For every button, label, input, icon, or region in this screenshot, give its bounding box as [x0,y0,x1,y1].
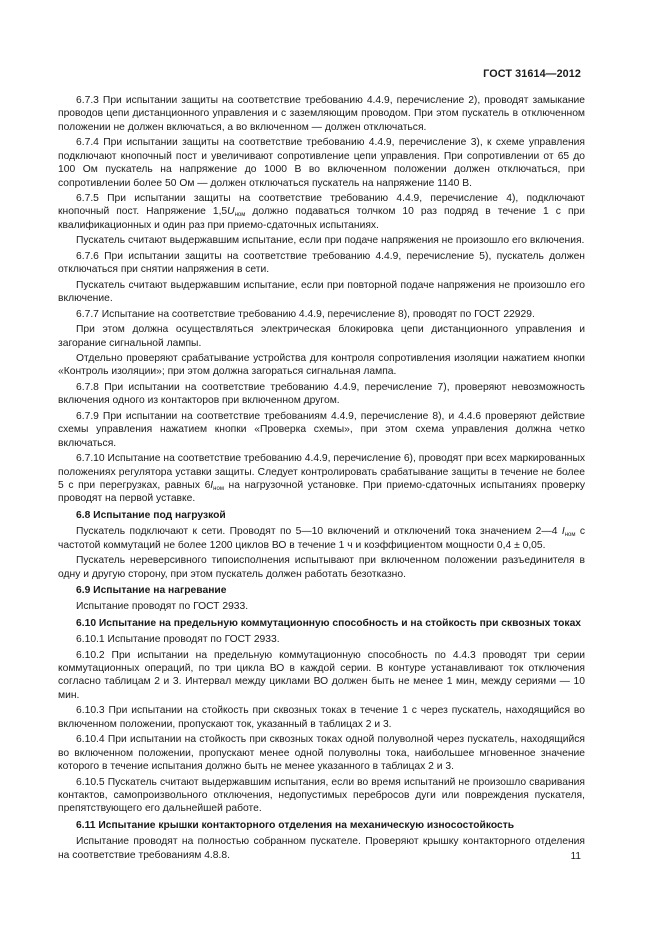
paragraph-6-10-5: 6.10.5 Пускатель считают выдержавшим испытания, если во время испытаний не произошло сваривания контактов, самопроизвольного отключения, недопустимых перебросов дуги или повреждения пускателя, препятствующего его дальнейшей работе. [58,776,585,815]
paragraph-6-8-load [58,525,585,552]
paragraph-text: должно подаваться толчком 10 раз подряд в течение 1 с при квалификационных и один раз при приемо-сдаточных испытаниях. [58,206,585,231]
voltage-symbol: U [227,206,235,218]
section-heading-6-9: 6.9 Испытание на нагревание [76,584,227,596]
paragraph-text: Пускатель подключают к сети. Проводят по 5—10 включений и отключений тока значением 2—4 [76,526,562,538]
paragraph-6-7-9: 6.7.9 При испытании на соответствие требованиям 4.4.9, перечисление 8), и 4.4.6 проверяют действие схемы управления нажатием кнопки «Проверка схемы», при этом схема управления должна четко включаться. [58,410,585,449]
paragraph-6-10-3: 6.10.3 При испытании на стойкость при сквозных токах в течение 1 с через пускатель, находящийся во включенном положении, пропускают ток, указанный в таблицах 2 и 3. [58,705,585,730]
nominal-subscript: ном [234,212,246,219]
section-heading-6-8: 6.8 Испытание под нагрузкой [76,509,226,521]
paragraph-text: 6.7.10 Испытание на соответствие требованию 4.4.9, перечисление 6), проводят при всех маркированных положениях регулятора уставки защиты. Следует контролировать срабатывание защиты в течение не более 5 с при перегрузках, равных 6 [58,453,585,491]
paragraph-text: 6.7.5 При испытании защиты на соответствие требованию 4.4.9, перечисление 4), подключают кнопочный пост. Напряжение 1,5 [58,193,585,218]
document-body [58,94,585,864]
page-number: 11 [570,851,581,862]
paragraph-6-10-4: 6.10.4 При испытании на стойкость при сквозных токах одной полуволной через пускатель, находящийся во включенном положении, пропускают менее одной полуволны тока, наибольшее мгновенное значение которого в течение испытания должно быть не менее указанного в таблицах 2 и 3. [58,734,585,773]
section-heading-6-11: 6.11 Испытание крышки контакторного отделения на механическую износостойкость [76,819,515,831]
paragraph-6-10-1: 6.10.1 Испытание проводят по ГОСТ 2933. [76,634,280,646]
paragraph-6-7-5 [58,192,585,232]
paragraph-6-7-7-insulation: Отдельно проверяют срабатывание устройства для контроля сопротивления изоляции нажатием кнопки «Контроль изоляции»; при этом должна загораться сигнальная лампа. [58,353,585,378]
paragraph-6-9: Испытание проводят по ГОСТ 2933. [76,601,249,613]
paragraph-6-7-10 [58,452,585,506]
paragraph-text: на нагрузочной установке. При приемо-сдаточных испытаниях проверку проводят на первой уставке. [58,480,585,505]
section-heading-6-10: 6.10 Испытание на предельную коммутационную способность и на стойкость при сквозных токах [76,617,582,629]
paragraph-6-7-5-result: Пускатель считают выдержавшим испытание, если при подаче напряжения не произошло его включения. [76,235,585,247]
paragraph-text: с частотой коммутаций не более 1200 циклов ВО в течение 1 ч и коэффициентом мощности 0,4 ± 0,05. [58,526,585,551]
paragraph-6-7-6: 6.7.6 При испытании защиты на соответствие требованию 4.4.9, перечисление 5), пускатель должен отключаться при снятии напряжения в сети. [58,250,585,276]
paragraph-6-7-6-result: Пускатель считают выдержавшим испытание, если при повторной подаче напряжения не произошло его включение. [58,279,585,305]
paragraph-6-10-2: 6.10.2 При испытании на предельную коммутационную способность по 4.4.3 проводят три серии коммутационных операций, по три цикла ВО в каждой серии. В контуре устанавливают ток отключения согласно таблицам 2 и 3. Интервал между циклами ВО должен быть не менее 1 мин, между сериями — 10 мин. [58,649,585,701]
paragraph-6-7-7: 6.7.7 Испытание на соответствие требованию 4.4.9, перечисление 8), проводят по ГОСТ 22929. [76,308,535,320]
nominal-subscript: ном [564,532,576,539]
paragraph-6-8-nonreversing: Пускатель нереверсивного типоисполнения испытывают при включенном положении разъединителя в одну и другую сторону, при этом пускатель должен работать безотказно. [58,555,585,580]
paragraph-6-11: Испытание проводят на полностью собранном пускателе. Проверяют крышку контакторного отделения на соответствие требованиям 4.8.8. [58,836,585,861]
nominal-subscript: ном [213,486,224,492]
paragraph-6-7-4: 6.7.4 При испытании защиты на соответствие требованию 4.4.9, перечисление 3), к схеме управления подключают кнопочный пост и увеличивают сопротивление цепи управления. При сопротивлении от 65 до 100 Ом пускатель на напряжение до 1000 В во включенном положении должен отключаться, при сопротивлении более 50 Ом — должен отключаться пускатель на напряжение 1140 В. [58,137,585,189]
document-code-header: ГОСТ 31614—2012 [483,68,581,80]
paragraph-6-7-3: 6.7.3 При испытании защиты на соответствие требованию 4.4.9, перечисление 2), проводят замыкание проводов цепи дистанционного управления и с заземляющим проводом. При этом пускатель в отключенном положении не должен включаться, а во включенном — должен отключаться. [58,95,585,133]
paragraph-6-7-7-note: При этом должна осуществляться электрическая блокировка цепи дистанционного управления и загорание сигнальной лампы. [58,324,585,349]
current-symbol: I [561,526,565,538]
paragraph-6-7-8: 6.7.8 При испытании на соответствие требованию 4.4.9, перечисление 7), проверяют невозможность включения одного из контакторов при включенном другом. [58,381,585,407]
current-symbol: I [210,480,214,491]
